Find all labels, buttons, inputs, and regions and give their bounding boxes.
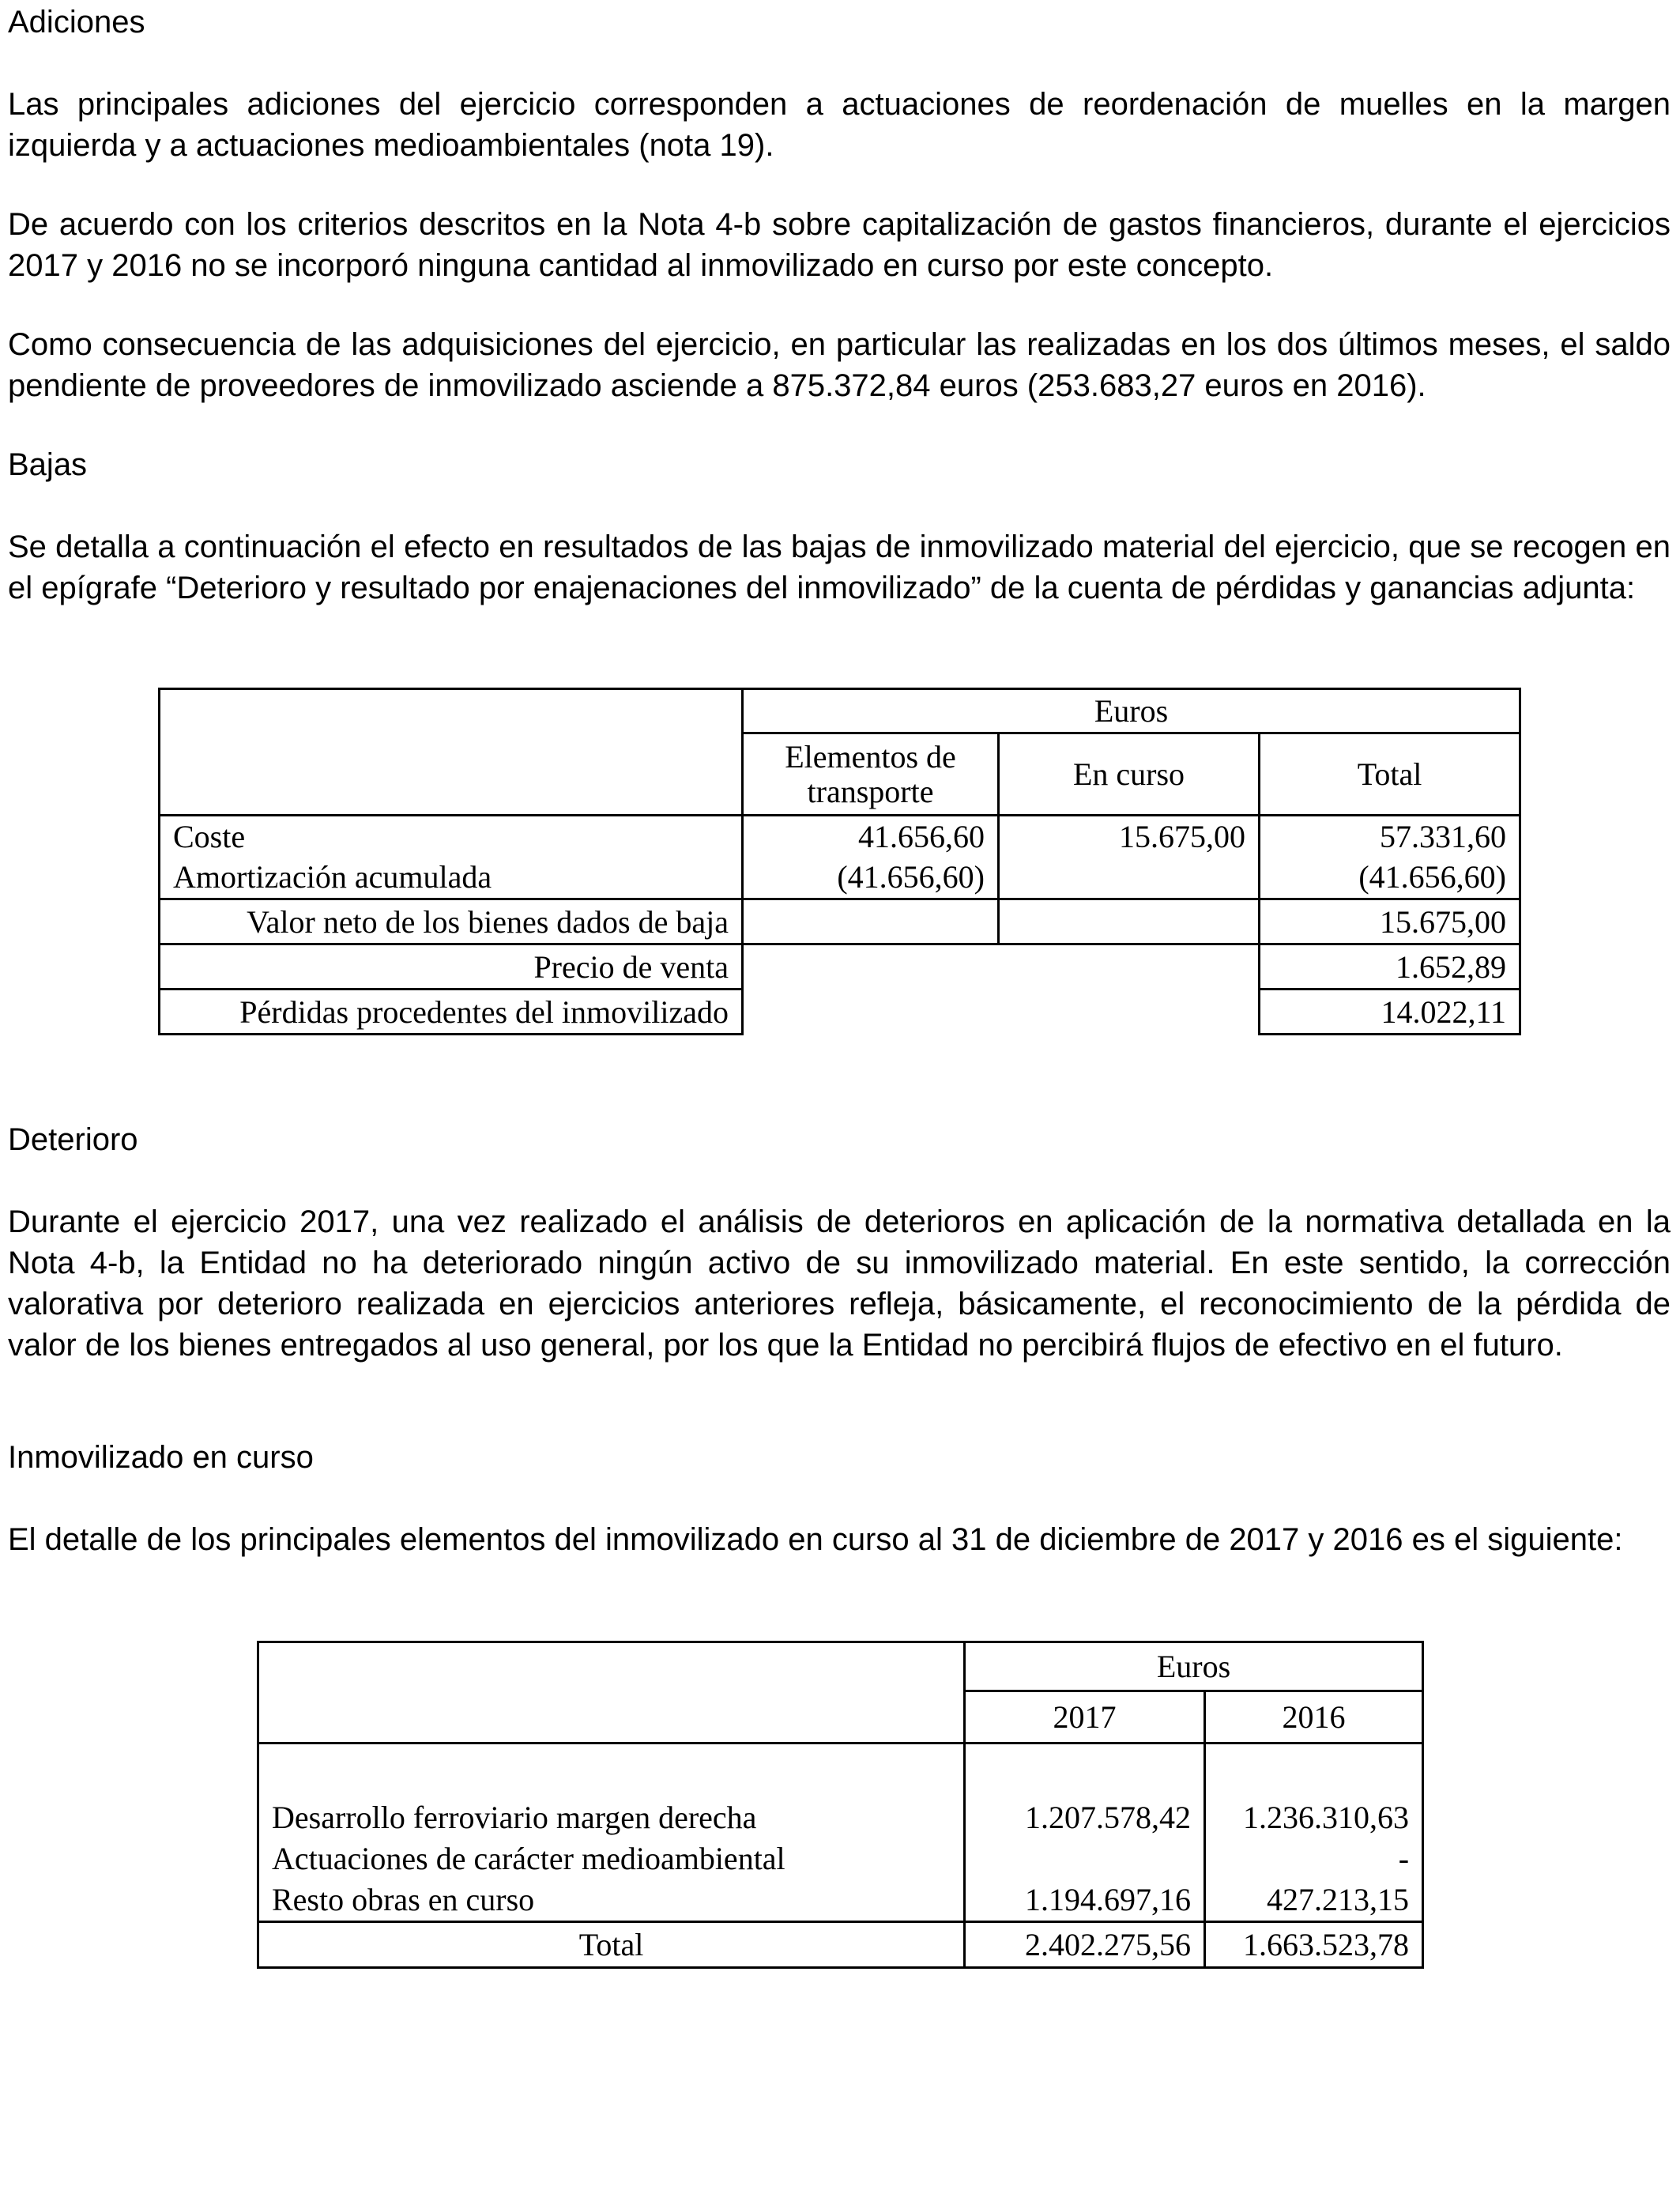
row-label-desarrollo: Desarrollo ferroviario margen derecha: [258, 1797, 965, 1838]
column-header-2017: 2017: [965, 1691, 1205, 1744]
row-label-valor-neto: Valor neto de los bienes dados de baja: [160, 899, 743, 944]
cell-valor-neto-en-curso-empty: [999, 899, 1260, 944]
column-header-2016: 2016: [1205, 1691, 1423, 1744]
cell-desarrollo-2016: 1.236.310,63: [1205, 1797, 1423, 1838]
table-corner-empty: [160, 689, 743, 816]
section-title-inmovilizado-en-curso: Inmovilizado en curso: [8, 1440, 314, 1475]
column-header-elementos: [743, 733, 999, 816]
adiciones-paragraph-2: De acuerdo con los criterios descritos en la Nota 4-b sobre capitalización de gastos financieros, durante el ejercicios 2017 y 2016 no se incorporó ninguna cantidad al inmovilizado en curso por este concepto.: [8, 207, 1671, 283]
section-title-adiciones: Adiciones: [8, 5, 145, 40]
cell-coste-elementos: 41.656,60: [743, 816, 999, 857]
column-header-total: Total: [1260, 733, 1520, 816]
table-group-header: Euros: [743, 689, 1520, 733]
row-label-amortizacion: Amortización acumulada: [160, 857, 743, 899]
row-label-perdidas: Pérdidas procedentes del inmovilizado: [160, 990, 743, 1035]
cell-valor-neto-elementos-empty: [743, 899, 999, 944]
adiciones-paragraph-3: Como consecuencia de las adquisiciones del ejercicio, en particular las realizadas en los dos últimos meses, el saldo pendiente de proveedores de inmovilizado asciende a 875.372,84 euros (253.683,27 euros en 2016).: [8, 327, 1671, 403]
table-corner-empty: [258, 1642, 965, 1744]
bajas-paragraph-1: Se detalla a continuación el efecto en resultados de las bajas de inmovilizado material del ejercicio, que se recogen en el epígrafe “Deterioro y resultado por enajenaciones del inmovilizado” de la cuenta de pérdidas y ganancias adjunta:: [8, 530, 1671, 605]
row-label-precio-venta: Precio de venta: [160, 944, 743, 990]
cell-actuaciones-2017: [965, 1838, 1205, 1879]
cell-perdidas-empty-1: [743, 990, 999, 1035]
cell-resto-obras-2016: 427.213,15: [1205, 1879, 1423, 1922]
row-label-coste: Coste: [160, 816, 743, 857]
cell-coste-en-curso: 15.675,00: [999, 816, 1260, 857]
table-group-header: Euros: [965, 1642, 1423, 1691]
cell-amortizacion-en-curso: [999, 857, 1260, 899]
cell-desarrollo-2017: 1.207.578,42: [965, 1797, 1205, 1838]
cell-precio-empty-2: [999, 944, 1260, 990]
cell-coste-total: 57.331,60: [1260, 816, 1520, 857]
cell-amortizacion-total: (41.656,60): [1260, 857, 1520, 899]
cell-precio-total: 1.652,89: [1260, 944, 1520, 990]
row-label-actuaciones: Actuaciones de carácter medioambiental: [258, 1838, 965, 1879]
spacer-row-label: [258, 1744, 965, 1797]
section-title-bajas: Bajas: [8, 447, 88, 482]
cell-actuaciones-2016: -: [1205, 1838, 1423, 1879]
cell-perdidas-empty-2: [999, 990, 1260, 1035]
spacer-row-2017: [965, 1744, 1205, 1797]
cell-precio-empty-1: [743, 944, 999, 990]
cell-total-2017: 2.402.275,56: [965, 1922, 1205, 1968]
bajas-table: [158, 688, 1521, 1035]
column-header-en-curso: En curso: [999, 733, 1260, 816]
cell-valor-neto-total: 15.675,00: [1260, 899, 1520, 944]
spacer-row-2016: [1205, 1744, 1423, 1797]
deterioro-paragraph-1: Durante el ejercicio 2017, una vez realizado el análisis de deterioros en aplicación de la normativa detallada en la Nota 4-b, la Entidad no ha deteriorado ningún activo de su inmovilizado material. En este sentido, la corrección valorativa por deterioro realizada en ejercicios anteriores refleja, básicamente, el reconocimiento de la pérdida de valor de los bienes entregados al uso general, por los que la Entidad no percibirá flujos de efectivo en el futuro.: [8, 1204, 1671, 1363]
column-header-elementos-line2: transporte: [807, 773, 934, 809]
column-header-elementos-line1: Elementos de: [785, 738, 956, 775]
section-title-deterioro: Deterioro: [8, 1122, 138, 1157]
row-label-resto-obras: Resto obras en curso: [258, 1879, 965, 1922]
curso-table: [257, 1641, 1424, 1969]
cell-total-2016: 1.663.523,78: [1205, 1922, 1423, 1968]
cell-amortizacion-elementos: (41.656,60): [743, 857, 999, 899]
row-label-total: Total: [258, 1922, 965, 1968]
curso-paragraph-1: El detalle de los principales elementos del inmovilizado en curso al 31 de diciembre de 2017 y 2016 es el siguiente:: [8, 1522, 1623, 1557]
adiciones-paragraph-1: Las principales adiciones del ejercicio corresponden a actuaciones de reordenación de muelles en la margen izquierda y a actuaciones medioambientales (nota 19).: [8, 87, 1671, 163]
cell-resto-obras-2017: 1.194.697,16: [965, 1879, 1205, 1922]
cell-perdidas-total: 14.022,11: [1260, 990, 1520, 1035]
